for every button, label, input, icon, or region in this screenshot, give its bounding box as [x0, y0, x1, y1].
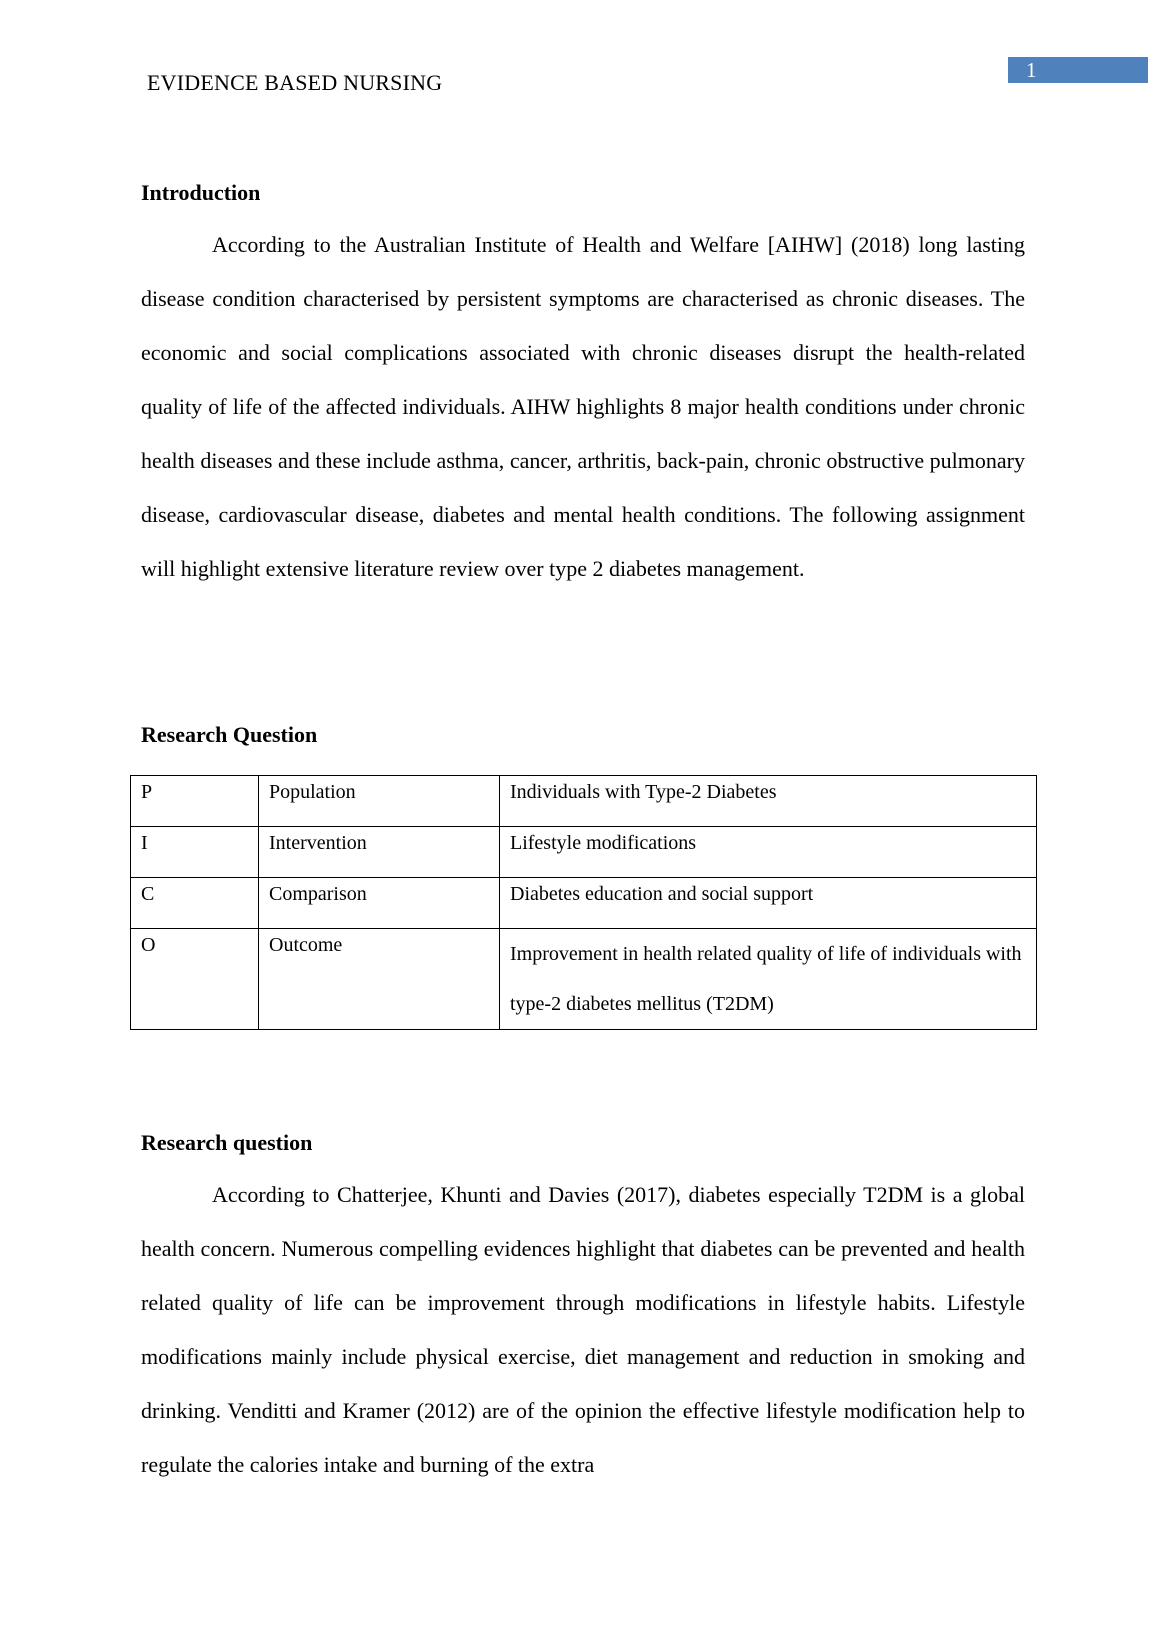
- research-question-paragraph: According to Chatterjee, Khunti and Davies (2017), diabetes especially T2DM is a global health concern. Numerous compelling evidences highlight that diabetes can be prevented and health related quality of life can be improvement through modifications in lifestyle habits. Lifestyle modifications mainly include physical exercise, diet management and reduction in smoking and drinking. Venditti and Kramer (2012) are of the opinion the effective lifestyle modification help to regulate the calories intake and burning of the extra: [141, 1182, 1025, 1477]
- section-heading-research-question-2: Research question: [141, 1130, 313, 1155]
- table-cell-letter: P: [131, 776, 259, 827]
- section-heading-research-question: Research Question: [141, 722, 318, 747]
- table-cell-description: Improvement in health related quality of life of individuals with type-2 diabetes mellitus (T2DM): [500, 929, 1037, 1030]
- table-cell-element: Comparison: [259, 878, 500, 929]
- table-cell-letter: C: [131, 878, 259, 929]
- table-cell-element: Outcome: [259, 929, 500, 1030]
- table-cell-element: Population: [259, 776, 500, 827]
- running-head: EVIDENCE BASED NURSING: [147, 70, 443, 95]
- table-cell-letter: O: [131, 929, 259, 1030]
- pico-table: [130, 775, 1037, 1030]
- section-heading-introduction: Introduction: [141, 180, 261, 205]
- table-cell-description: Diabetes education and social support: [500, 878, 1037, 929]
- table-cell-description: Individuals with Type-2 Diabetes: [500, 776, 1037, 827]
- table-cell-letter: I: [131, 827, 259, 878]
- page-number-badge: 1: [1008, 57, 1148, 83]
- table-row: [131, 827, 1037, 878]
- table-cell-element: Intervention: [259, 827, 500, 878]
- table-row: [131, 878, 1037, 929]
- table-row: [131, 929, 1037, 1030]
- table-cell-description: Lifestyle modifications: [500, 827, 1037, 878]
- table-row: [131, 776, 1037, 827]
- introduction-paragraph: According to the Australian Institute of Health and Welfare [AIHW] (2018) long lasting disease condition characterised by persistent symptoms are characterised as chronic diseases. The economic and social complications associated with chronic diseases disrupt the health-related quality of life of the affected individuals. AIHW highlights 8 major health conditions under chronic health diseases and these include asthma, cancer, arthritis, back-pain, chronic obstructive pulmonary disease, cardiovascular disease, diabetes and mental health conditions. The following assignment will highlight extensive literature review over type 2 diabetes management.: [141, 232, 1025, 581]
